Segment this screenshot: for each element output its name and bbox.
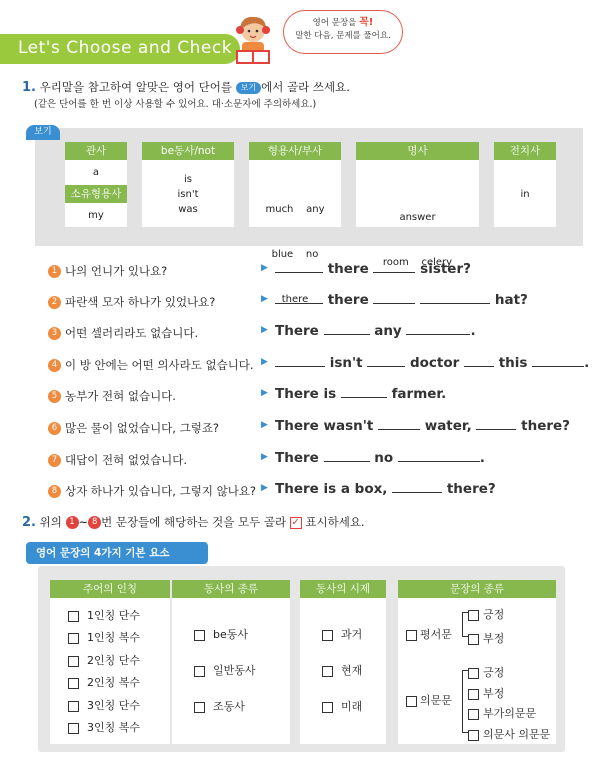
sentence-korean: 상자 하나가 있습니다, 그렇지 않나요? — [65, 484, 257, 498]
option-label: 3인칭 단수 — [87, 699, 140, 712]
column-header: 문장의 종류 — [398, 580, 556, 598]
bogi-tag: 보기 — [236, 82, 261, 94]
option-label: 3인칭 복수 — [87, 721, 140, 734]
question-2-text-c: 표시하세요. — [301, 515, 365, 529]
sentence-number: 4 — [48, 359, 61, 372]
sentence-row — [48, 481, 588, 501]
sentence-english — [275, 355, 589, 371]
checkbox[interactable] — [468, 689, 479, 700]
sentence-word: There is — [275, 386, 337, 402]
question-1-note: (같은 단어를 한 번 이상 사용할 수 있어요. 대·소문자에 주의하세요.) — [34, 99, 317, 110]
category-noun — [356, 142, 479, 268]
sentence-word: there? — [521, 418, 570, 434]
option-label: 미래 — [341, 700, 363, 713]
bubble-text-1: 영어 문장을 — [312, 18, 360, 28]
checkbox[interactable] — [68, 723, 79, 734]
category-header: 관사 — [65, 142, 127, 160]
checkbox[interactable] — [468, 668, 479, 679]
checkbox[interactable] — [322, 630, 333, 641]
range-start-badge: 1 — [66, 516, 79, 529]
category-header: be동사/not — [142, 142, 234, 160]
checkbox[interactable] — [322, 666, 333, 677]
sentence-word: there — [327, 261, 369, 277]
option-label: 2인칭 복수 — [87, 676, 140, 689]
sentence-row — [48, 292, 588, 312]
question-2-text-a: 위의 — [39, 515, 66, 529]
answer-blank[interactable] — [275, 261, 323, 273]
sentence-word: there? — [446, 481, 496, 497]
question-2 — [22, 514, 365, 530]
arrow-icon: ▶ — [261, 357, 268, 367]
word: answer — [399, 212, 436, 223]
sentence-number: 7 — [48, 454, 61, 467]
column-header: 동사의 시제 — [300, 580, 386, 598]
sentence-word: any — [374, 323, 402, 339]
category-header: 형용사/부사 — [249, 142, 341, 160]
option-label: 부정 — [483, 632, 505, 645]
bracket-line — [462, 612, 463, 636]
option-label: 1인칭 단수 — [87, 609, 140, 622]
category-header: 명사 — [356, 142, 479, 160]
checkbox[interactable] — [406, 630, 417, 641]
word: in — [520, 189, 530, 200]
column-verb-type — [172, 580, 290, 744]
sentence-english — [275, 450, 485, 466]
table-title: 영어 문장의 4가지 기본 요소 — [26, 542, 208, 564]
sentence-korean: 많은 물이 없었습니다, 그렇죠? — [65, 421, 220, 435]
checkbox[interactable] — [406, 696, 417, 707]
sentence-korean: 파란색 모자 하나가 있었나요? — [65, 295, 216, 309]
sentence-word: sister? — [420, 261, 471, 277]
answer-blank[interactable] — [392, 481, 442, 493]
sentence-word: There wasn't — [275, 418, 374, 434]
sentence-word: . — [584, 355, 590, 371]
answer-blank[interactable] — [275, 292, 323, 304]
option-label: be동사 — [213, 628, 249, 641]
sentence-english — [275, 323, 476, 339]
sentence-row — [48, 386, 588, 406]
sentence-row — [48, 418, 588, 438]
sentence-number: 6 — [48, 422, 61, 435]
bogi-label: 보기 — [26, 125, 60, 140]
range-tilde: ~ — [78, 515, 89, 529]
category-header: 전치사 — [494, 142, 556, 160]
sentence-word: doctor — [409, 355, 460, 371]
option-label: 부가의문문 — [483, 707, 537, 720]
option-label: 의문사 의문문 — [483, 728, 551, 741]
option-label: 부정 — [483, 687, 505, 700]
arrow-icon: ▶ — [261, 325, 268, 335]
sentence-number: 1 — [48, 265, 61, 278]
checkbox[interactable] — [68, 633, 79, 644]
category-possessive — [65, 185, 127, 227]
checkbox[interactable] — [468, 730, 479, 741]
answer-blank[interactable] — [378, 418, 420, 430]
answer-blank[interactable] — [420, 292, 490, 304]
column-tense — [300, 580, 386, 744]
arrow-icon: ▶ — [261, 388, 268, 398]
answer-blank[interactable] — [406, 323, 470, 335]
sentence-word: no — [374, 450, 394, 466]
checkbox[interactable] — [68, 656, 79, 667]
sentence-row — [48, 450, 588, 470]
category-article — [65, 142, 127, 187]
answer-blank[interactable] — [373, 292, 415, 304]
sentence-english — [275, 481, 496, 497]
word: my — [88, 210, 104, 221]
sentence-korean: 대답이 전혀 없었습니다. — [65, 453, 188, 467]
sentence-english — [275, 418, 570, 434]
sentence-english — [275, 292, 528, 308]
arrow-icon: ▶ — [261, 483, 268, 493]
word: room celery — [382, 257, 453, 268]
sentence-korean: 농부가 전혀 없습니다. — [65, 389, 176, 403]
sentence-word: . — [470, 323, 476, 339]
arrow-icon: ▶ — [261, 452, 268, 462]
sentence-word: There — [275, 450, 319, 466]
bubble-text-2: 말한 다음, 문제를 풀어요. — [295, 31, 391, 41]
sentence-english — [275, 261, 471, 277]
checkbox[interactable] — [468, 709, 479, 720]
question-1-text-b: 에서 골라 쓰세요. — [261, 80, 350, 94]
answer-blank[interactable] — [324, 323, 370, 335]
answer-blank[interactable] — [532, 355, 584, 367]
word: much any — [265, 204, 325, 215]
sentence-word: hat? — [494, 292, 528, 308]
group-label: 평서문 — [420, 628, 452, 641]
option-label: 2인칭 단수 — [87, 654, 140, 667]
bubble-emphasis: 꼭! — [359, 17, 374, 28]
option-label: 일반동사 — [213, 664, 256, 677]
checkbox[interactable] — [194, 630, 205, 641]
check-mark-icon: ✓ — [291, 516, 300, 528]
arrow-icon: ▶ — [261, 263, 268, 273]
answer-blank[interactable] — [398, 450, 480, 462]
question-2-number: 2. — [22, 515, 36, 530]
checkbox[interactable] — [194, 666, 205, 677]
word: there — [281, 294, 309, 305]
answer-blank[interactable] — [341, 386, 387, 398]
sentence-number: 3 — [48, 327, 61, 340]
question-1-number: 1. — [22, 80, 36, 95]
elements-table — [38, 566, 565, 752]
answer-blank[interactable] — [373, 261, 415, 273]
column-sentence-type — [398, 580, 556, 744]
range-end-badge: 8 — [88, 516, 101, 529]
sentence-english — [275, 386, 446, 402]
question-2-text-b: 번 문장들에 해당하는 것을 모두 골라 — [101, 515, 290, 529]
category-be-verb — [142, 142, 234, 227]
option-label: 1인칭 복수 — [87, 631, 140, 644]
sentence-word: farmer. — [391, 386, 447, 402]
sentence-number: 5 — [48, 390, 61, 403]
sentence-word: There — [275, 323, 319, 339]
checkbox[interactable] — [322, 702, 333, 713]
option-label: 과거 — [341, 628, 363, 641]
word: blue no — [271, 249, 319, 260]
checkbox[interactable] — [68, 611, 79, 622]
arrow-icon: ▶ — [261, 294, 268, 304]
sentence-word: . — [479, 450, 485, 466]
option-label: 긍정 — [483, 608, 505, 621]
sentence-row — [48, 261, 588, 281]
option-label: 조동사 — [213, 700, 245, 713]
group-label: 의문문 — [420, 694, 452, 707]
word: was — [178, 204, 198, 215]
sentence-word: water, — [424, 418, 472, 434]
sentence-korean: 나의 언니가 있나요? — [65, 264, 168, 278]
sentence-number: 2 — [48, 296, 61, 309]
sentence-row — [48, 355, 588, 375]
question-1-text-a: 우리말을 참고하여 알맞은 영어 단어를 — [39, 80, 236, 94]
arrow-icon: ▶ — [261, 420, 268, 430]
checkbox[interactable] — [68, 678, 79, 689]
sentence-korean: 이 방 안에는 어떤 의사라도 없습니다. — [65, 358, 254, 372]
category-header: 소유형용사 — [65, 185, 127, 203]
checkbox[interactable] — [468, 610, 479, 621]
answer-blank[interactable] — [275, 355, 325, 367]
checkbox[interactable] — [194, 702, 205, 713]
page-title: Let's Choose and Check — [18, 38, 233, 58]
sentence-word: There is a box, — [275, 481, 388, 497]
column-header: 주어의 인칭 — [50, 580, 170, 598]
checkbox[interactable] — [68, 701, 79, 712]
speech-bubble — [283, 10, 403, 54]
question-1 — [22, 79, 350, 95]
answer-blank[interactable] — [324, 450, 370, 462]
word: isn't — [177, 189, 199, 200]
word: a — [92, 167, 100, 178]
category-adjective — [249, 142, 341, 305]
option-label: 긍정 — [483, 666, 505, 679]
column-person — [50, 580, 170, 744]
category-preposition — [494, 142, 556, 227]
sentence-word: there — [327, 292, 369, 308]
bracket-line — [462, 670, 463, 732]
sentence-word: this — [498, 355, 528, 371]
option-label: 현재 — [341, 664, 363, 677]
word: is — [184, 174, 192, 185]
answer-blank[interactable] — [476, 418, 516, 430]
sentence-number: 8 — [48, 485, 61, 498]
answer-blank[interactable] — [367, 355, 405, 367]
column-header: 동사의 종류 — [172, 580, 290, 598]
checkbox[interactable] — [468, 634, 479, 645]
answer-blank[interactable] — [464, 355, 494, 367]
sentence-korean: 어떤 셀러리라도 없습니다. — [65, 326, 199, 340]
sentence-row — [48, 323, 588, 343]
girl-reading-illustration — [230, 14, 276, 70]
sentence-word: isn't — [329, 355, 363, 371]
